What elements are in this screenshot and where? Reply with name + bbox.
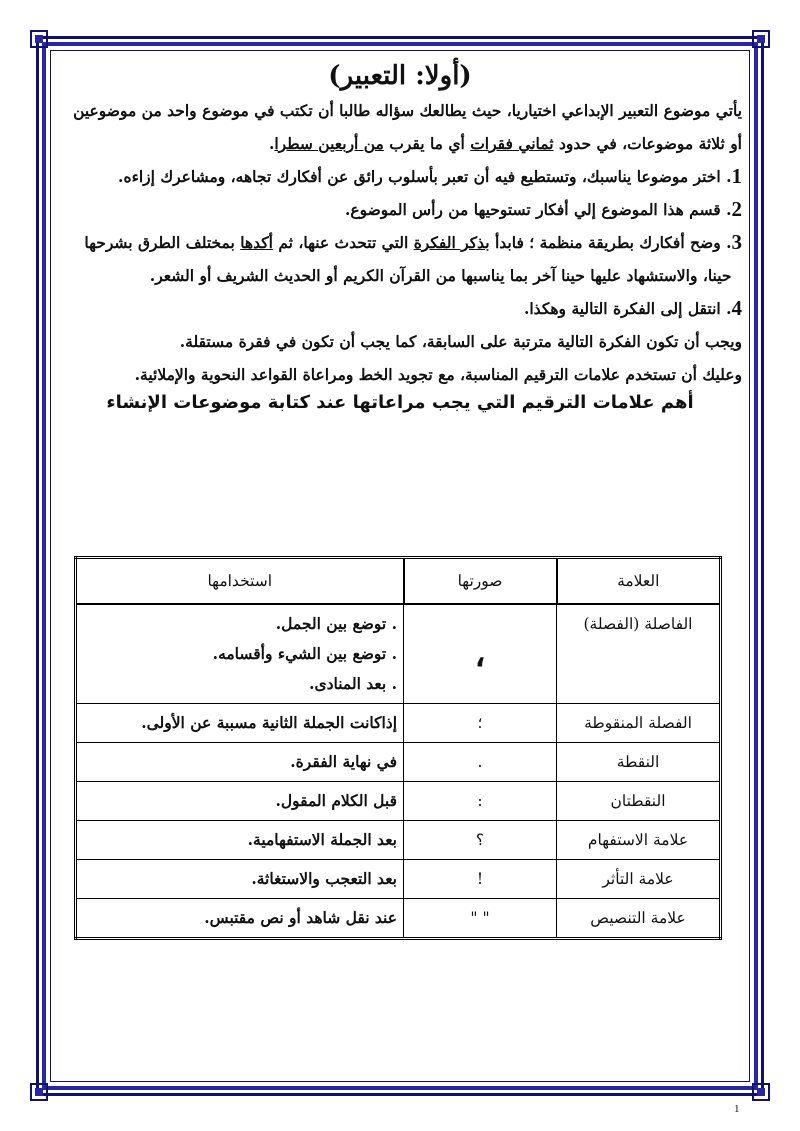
step-item xyxy=(58,226,742,292)
step-number: 1 xyxy=(731,164,742,188)
table-row xyxy=(76,899,721,939)
mark-symbol: ؟ xyxy=(404,821,557,860)
frame-corner-ornament xyxy=(30,1083,48,1101)
step-underlined: أكدها xyxy=(240,233,273,252)
mark-usage: بعد الجملة الاستفهامية. xyxy=(76,821,404,860)
note-paragraph: وعليك أن تستخدم علامات الترقيم المناسبة، مع تجويد الخط ومراعاة القواعد النحوية والإملائية. xyxy=(134,365,742,384)
mark-usage xyxy=(76,604,404,704)
mark-name: النقطة xyxy=(557,743,721,782)
step-text-part: التي تتحدث عنها، ثم xyxy=(272,233,414,252)
step-text: . قسم هذا الموضوع إلي أفكار تستوحيها من رأس الموضوع. xyxy=(344,200,732,219)
mark-usage: بعد التعجب والاستغاثة. xyxy=(76,860,404,899)
intro-text: . xyxy=(268,134,275,153)
page-number: 1 xyxy=(734,1103,740,1115)
step-number: 2 xyxy=(731,197,742,221)
step-text: . اختر موضوعا يناسبك، وتستطيع فيه أن تعبر بأسلوب رائق عن أفكارك تجاهه، ومشاعرك إزاءه. xyxy=(118,167,732,186)
step-underlined: بذكر الفكرة xyxy=(413,233,490,252)
mark-symbol xyxy=(404,604,557,704)
intro-text: في حدود xyxy=(553,134,617,153)
mark-symbol: ! xyxy=(404,860,557,899)
mark-name: علامة التنصيص xyxy=(557,899,721,939)
column-header-symbol: صورتها xyxy=(404,558,557,605)
mark-symbol: : xyxy=(404,782,557,821)
frame-corner-ornament xyxy=(752,30,770,48)
mark-name: علامة التأثر xyxy=(557,860,721,899)
step-number: 3 xyxy=(731,230,742,254)
intro-text: أي ما يقرب xyxy=(383,134,471,153)
intro-text: يأتي موضوع التعبير الإبداعي اختياريا، حيث يطالعك سؤاله طالبا أن تكتب في موضوع واحد من موضوعين أو ثلاثة موضوعات، xyxy=(73,101,742,153)
column-header-usage: استخدامها xyxy=(76,558,404,605)
table-heading: أهم علامات الترقيم التي يجب مراعاتها عند كتابة موضوعات الإنشاء xyxy=(106,392,694,413)
mark-symbol: ؛ xyxy=(404,704,557,743)
column-header-mark: العلامة xyxy=(557,558,721,605)
mark-symbol: " " xyxy=(404,899,557,939)
table-row xyxy=(76,860,721,899)
mark-usage: قبل الكلام المقول. xyxy=(76,782,404,821)
intro-paragraph xyxy=(58,94,742,160)
page-content xyxy=(58,58,742,1058)
table-row xyxy=(76,743,721,782)
mark-symbol: . xyxy=(404,743,557,782)
step-item xyxy=(58,292,742,325)
mark-name: علامة الاستفهام xyxy=(557,821,721,860)
table-header-row xyxy=(76,558,721,605)
table-row xyxy=(76,704,721,743)
step-text-part: . وضح أفكارك بطريقة منظمة ؛ فابدأ xyxy=(489,233,732,252)
step-text xyxy=(58,226,732,292)
usage-line: . توضع بين الشيء وأقسامه. xyxy=(212,644,397,663)
table-row xyxy=(76,782,721,821)
mark-name: الفاصلة (الفصلة) xyxy=(557,604,721,704)
mark-usage: إذاكانت الجملة الثانية مسببة عن الأولى. xyxy=(76,704,404,743)
mark-symbol-glyph: ، xyxy=(474,635,486,675)
page-title: (أولا: التعبير) xyxy=(328,61,472,91)
step-text: . انتقل إلى الفكرة التالية وهكذا. xyxy=(523,299,732,318)
table-row xyxy=(76,821,721,860)
step-number: 4 xyxy=(731,296,742,320)
mark-usage: في نهاية الفقرة. xyxy=(76,743,404,782)
step-item xyxy=(58,160,742,193)
note-paragraph: ويجب أن تكون الفكرة التالية مترتبة على السابقة، كما يجب أن تكون في فقرة مستقلة. xyxy=(179,332,742,351)
mark-usage: عند نقل شاهد أو نص مقتبس. xyxy=(76,899,404,939)
step-text-part: بمختلف الطرق بشرحها حينا، والاستشهاد عليها حينا آخر بما يناسبها من القرآن الكريم أو الحديث الشريف أو الشعر. xyxy=(84,233,732,285)
intro-underlined: ثماني فقرات xyxy=(470,134,554,153)
frame-corner-ornament xyxy=(752,1083,770,1101)
mark-name: الفصلة المنقوطة xyxy=(557,704,721,743)
usage-line: . توضع بين الجمل. xyxy=(275,614,397,633)
punctuation-table xyxy=(74,556,722,940)
step-item xyxy=(58,193,742,226)
frame-corner-ornament xyxy=(30,30,48,48)
usage-line: . بعد المنادى. xyxy=(309,674,397,693)
mark-name: النقطتان xyxy=(557,782,721,821)
table-row xyxy=(76,604,721,704)
intro-underlined: من أربعين سطرا xyxy=(274,134,384,153)
